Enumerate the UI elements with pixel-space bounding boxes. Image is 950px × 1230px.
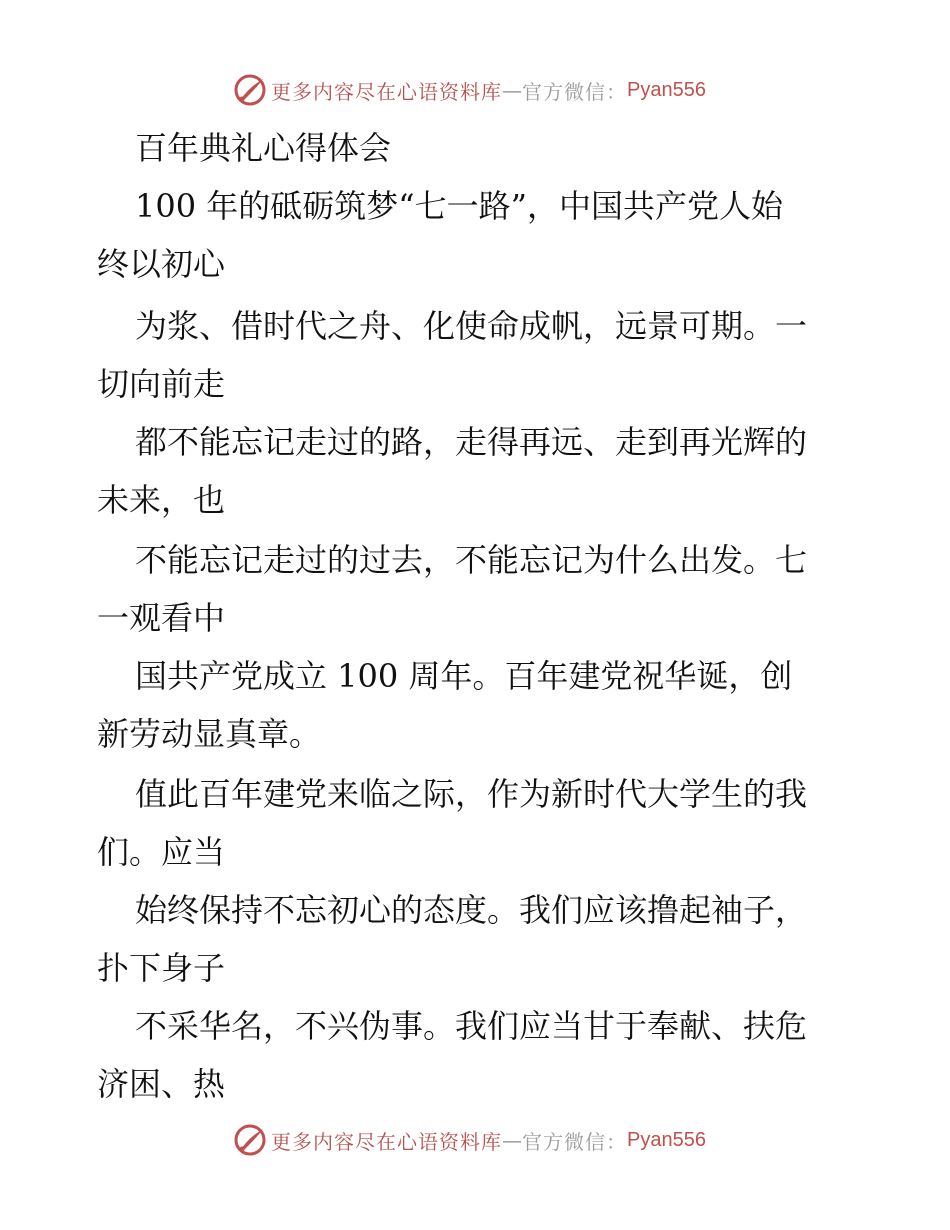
banner-separator: — [502, 1128, 522, 1152]
text-line: 终以初心 [97, 245, 226, 283]
banner-wechat-id: Pyan556 [627, 78, 706, 101]
text-line: 们。应当 [97, 833, 226, 871]
banner-brand: 更多内容尽在心语资料库 [271, 79, 502, 104]
text-line: 一观看中 [97, 599, 226, 637]
banner-contact-label: 官方微信： [522, 1129, 627, 1154]
quill-logo-icon [233, 1123, 267, 1157]
text-line: 济困、热 [97, 1065, 226, 1103]
text-line: 始终保持不忘初心的态度。我们应该撸起袖子， [135, 891, 808, 929]
quill-logo-icon [233, 73, 267, 107]
text-line: 国共产党成立 100 周年。百年建党祝华诞，创 [135, 657, 793, 695]
text-line: 都不能忘记走过的路，走得再远、走到再光辉的 [135, 423, 808, 461]
banner-brand: 更多内容尽在心语资料库 [271, 1129, 502, 1154]
text-line: 100 年的砥砺筑梦“七一路”，中国共产党人始 [135, 187, 783, 225]
text-line: 值此百年建党来临之际，作为新时代大学生的我 [135, 775, 808, 813]
header-banner [233, 72, 706, 108]
footer-banner [233, 1122, 706, 1158]
banner-separator: — [502, 78, 522, 102]
text-line: 不采华名，不兴伪事。我们应当甘于奉献、扶危 [135, 1007, 808, 1045]
text-line: 不能忘记走过的过去，不能忘记为什么出发。七 [135, 541, 808, 579]
text-line: 切向前走 [97, 365, 226, 403]
text-line: 新劳动显真章。 [97, 715, 322, 753]
banner-wechat-id: Pyan556 [627, 1128, 706, 1151]
banner-contact-label: 官方微信： [522, 79, 627, 104]
text-line: 未来，也 [97, 481, 226, 519]
document-title: 百年典礼心得体会 [135, 129, 392, 167]
text-line: 扑下身子 [97, 949, 226, 987]
text-line: 为浆、借时代之舟、化使命成帆，远景可期。一 [135, 307, 808, 345]
